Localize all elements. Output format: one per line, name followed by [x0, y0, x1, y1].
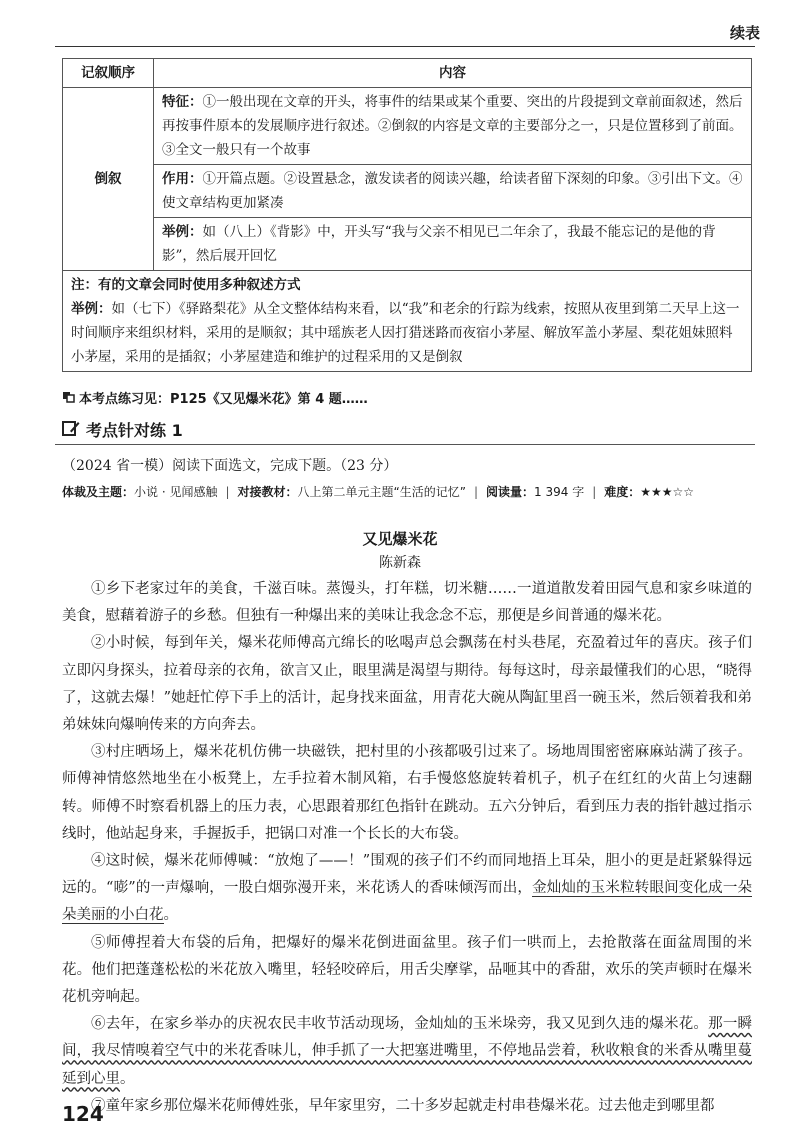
paragraph-1: ①乡下老家过年的美食，千滋百味。蒸馒头，打年糕，切米糖……一道道散发着田园气息和家乡味道的美食，慰藉着游子的乡愁。但独有一种爆出来的美味让我念念不忘，那便是乡间普通的爆米花。: [62, 581, 752, 625]
continued-label: 续表: [729, 24, 760, 42]
note-example-text: 如（七下）《驿路梨花》从全文整体结构来看，以“我”和老余的行踪为线索，按照从夜里到第二天早上这一时间顺序来组织材料，采用的是顺叙；其中瑶族老人因打猎迷路而夜宿小茅屋、解放军盖小茅屋、梨花姐妹照料小茅屋，采用的是插叙；小茅屋建造和维护的过程采用的又是倒叙: [71, 301, 740, 365]
table-header-row: [63, 59, 752, 88]
page-number: 124: [62, 1102, 104, 1126]
paragraph-6: [62, 1011, 752, 1093]
article-author: 陈新森: [379, 555, 421, 571]
note-row: [63, 271, 752, 372]
example-cell: [154, 218, 752, 271]
feature-cell: [154, 88, 752, 165]
note-example-head: 举例：: [71, 301, 112, 317]
genre-label: 体裁及主题：: [62, 485, 135, 499]
table-row: [63, 218, 752, 271]
meta-separator: |: [473, 485, 479, 499]
wavy-underlined-sentence: 那一瞬间，我尽情嗅着空气中的米花香味儿，伸手抓了一大把塞进嘴里，不停地品尝着，秋收粮食的米香从嘴里蔓延到心里: [62, 1016, 753, 1087]
table-row: [63, 165, 752, 218]
article-title: 又见爆米花: [362, 530, 438, 548]
header-rule: [55, 46, 755, 47]
function-text: ①开篇点题。②设置悬念，激发读者的阅读兴趣，给读者留下深刻的印象。③引出下文。④使文章结构更加紧凑: [162, 171, 743, 211]
note-cell: [63, 271, 752, 372]
function-cell: [154, 165, 752, 218]
paragraph-5: ⑤师傅捏着大布袋的后角，把爆好的爆米花倒进面盆里。孩子们一哄而上，去抢散落在面盆周围的米花。他们把蓬蓬松松的米花放入嘴里，轻轻咬碎后，用舌尖摩挲，品咂其中的香甜，欢乐的笑声顿时在爆米花机旁响起。: [62, 934, 752, 1006]
col-header-content: 内容: [154, 59, 752, 88]
col-header-order: 记叙顺序: [63, 59, 154, 88]
reading-label: 阅读量：: [486, 485, 535, 499]
paragraph-4-end: 。: [163, 907, 178, 924]
article-body: [62, 576, 752, 1120]
section-title: [62, 418, 183, 441]
paragraph-4-text: ④这时候，爆米花师傅喊：“放炮了——！”围观的孩子们不约而同地捂上耳朵，胆小的更是赶紧躲得远远的。“嘭”的一声爆响，一股白烟弥漫开来，米花诱人的香味倾泻而出，: [62, 853, 752, 897]
paragraph-6-end: 。: [120, 1070, 135, 1087]
meta-separator: |: [592, 485, 597, 499]
paragraph-2: ②小时候，每到年关，爆米花师傅高亢绵长的吆喝声总会飘荡在村头巷尾，充盈着过年的喜庆。孩子们立即闪身探头，拉着母亲的衣角，欲言又止，眼里满是渴望与期待。每每这时，母亲最懂我们的心思，“晓得了，这就去爆！”她赶忙停下手上的活计，起身找来面盆，用青花大碗从陶缸里舀一碗玉米，然后领着我和弟弟妹妹向爆响传来的方向奔去。: [62, 635, 752, 734]
row-label-flashback: 倒叙: [63, 88, 154, 271]
meta-separator: |: [225, 485, 230, 499]
genre-value: 小说 · 见闻感触: [134, 485, 218, 499]
example-text: 如（八上）《背影》中，开头写“我与父亲不相见已二年余了，我最不能忘记的是他的背影”，然后展开回忆: [162, 224, 716, 264]
section-divider: [55, 444, 755, 445]
reading-value: 1 394 字: [534, 485, 585, 499]
paragraph-6-text: ⑥去年，在家乡举办的庆祝农民丰收节活动现场，金灿灿的玉米垛旁，我又见到久违的爆米花。: [91, 1016, 709, 1033]
note-example: [71, 297, 743, 369]
copy-icon: [62, 391, 75, 407]
difficulty-label: 难度：: [604, 485, 641, 499]
reading-meta: [62, 480, 752, 504]
table-row: [63, 88, 752, 165]
paragraph-7: ⑦童年家乡那位爆米花师傅姓张，早年家里穷，二十多岁起就走村串巷爆米花。过去他走到哪里都: [91, 1097, 715, 1114]
practice-reference: [62, 388, 368, 407]
underlined-sentence: 金灿灿的玉米粒转眼间变化成一朵朵美丽的小白花: [62, 880, 752, 924]
paragraph-4: [62, 848, 752, 930]
narrative-order-table: [62, 58, 752, 372]
example-head: 举例：: [162, 224, 203, 240]
difficulty-stars: ★★★☆☆: [640, 485, 695, 499]
section-title-text: 考点针对练 1: [86, 421, 183, 440]
feature-text: ①一般出现在文章的开头，将事件的结果或某个重要、突出的片段提到文章前面叙述，然后再按事件原本的发展顺序进行叙述。②倒叙的内容是文章的主要部分之一，只是位置移到了前面。③全文一般只有一个故事: [162, 94, 743, 158]
paragraph-3: ③村庄晒场上，爆米花机仿佛一块磁铁，把村里的小孩都吸引过来了。场地周围密密麻麻站满了孩子。师傅神情悠然地坐在小板凳上，左手拉着木制风箱，右手慢悠悠旋转着机子，机子在红红的火苗上匀速翻转。师傅不时察看机器上的压力表，心思跟着那红色指针在跳动。五六分钟后，看到压力表的指针越过指示线时，他站起身来，手握扳手，把锅口对准一个长长的大布袋。: [62, 744, 752, 842]
task-instruction: （2024 省一模）阅读下面选文，完成下题。（23 分）: [62, 458, 398, 474]
pen-icon: [62, 420, 80, 440]
feature-head: 特征：: [162, 94, 203, 110]
practice-reference-text: 本考点练习见：P125《又见爆米花》第 4 题……: [79, 392, 368, 407]
textbook-value: 八上第二单元主题“生活的记忆”: [297, 485, 466, 499]
textbook-label: 对接教材：: [237, 485, 298, 499]
function-head: 作用：: [162, 171, 203, 187]
note-title: 注：有的文章会同时使用多种叙述方式: [71, 277, 301, 293]
